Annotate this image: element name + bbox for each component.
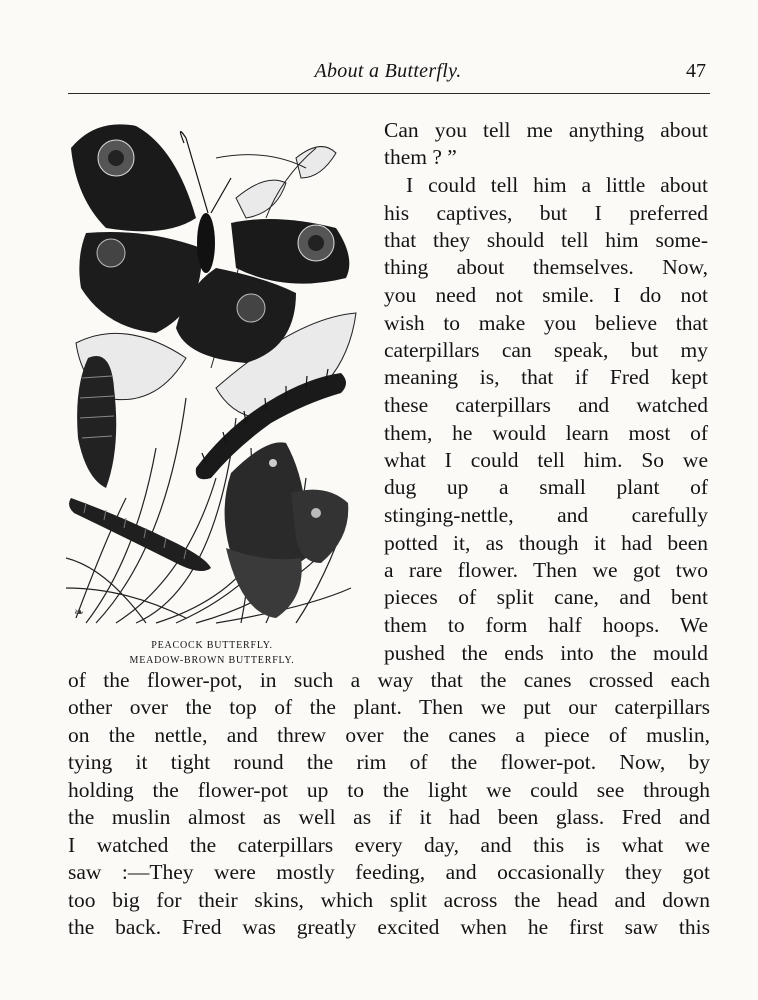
text-line: that they should tell him some- [384, 228, 708, 252]
text-line: these caterpillars and watched [384, 393, 708, 417]
text-line: of the flower-pot, in such a way that the canes crossed each [68, 668, 710, 692]
text-line: them ? ” [384, 145, 457, 169]
text-line: other over the top of the plant. Then we put our caterpillars [68, 695, 710, 719]
running-title: About a Butterfly. [314, 60, 462, 82]
text-line: thing about themselves. Now, [384, 255, 708, 279]
text-line: dug up a small plant of [384, 475, 708, 499]
text-line: saw :—They were mostly feeding, and occasionally they got [68, 860, 710, 884]
text-line: I could tell him a little about [406, 173, 708, 197]
text-line: a rare flower. Then we got two [384, 558, 708, 582]
text-line: stinging-nettle, and carefully [384, 503, 708, 527]
text-line: Can you tell me anything about [384, 118, 708, 142]
header-rule [68, 93, 710, 94]
text-line: them, he would learn most of [384, 421, 708, 445]
text-line: caterpillars can speak, but my [384, 338, 708, 362]
text-line: his captives, but I preferred [384, 201, 708, 225]
text-line: pushed the ends into the mould [384, 641, 708, 665]
chrysalis [77, 356, 116, 488]
text-line: the back. Fred was greatly excited when he first saw this [68, 915, 710, 939]
text-line: too big for their skins, which split across the head and down [68, 888, 710, 912]
page-header [68, 58, 708, 90]
butterfly-illustration [66, 118, 358, 638]
text-line: you need not smile. I do not [384, 283, 708, 307]
text-line: tying it tight round the rim of the flower-pot. Now, by [68, 750, 710, 774]
text-line: the muslin almost as well as if it had been glass. Fred and [68, 805, 710, 829]
svg-text:❧: ❧ [74, 605, 85, 619]
text-line: holding the flower-pot up to the light we could see through [68, 778, 710, 802]
figure-caption [66, 638, 358, 668]
caption-line: PEACOCK BUTTERFLY. [151, 640, 273, 651]
text-line: pieces of split cane, and bent [384, 585, 708, 609]
text-line: potted it, as though it had been [384, 531, 708, 555]
text-line: I watched the caterpillars every day, and this is what we [68, 833, 710, 857]
text-line: what I could tell him. So we [384, 448, 708, 472]
text-line: wish to make you believe that [384, 311, 708, 335]
text-line: meaning is, that if Fred kept [384, 365, 708, 389]
page-number: 47 [686, 60, 706, 82]
text-line: them to form half hoops. We [384, 613, 708, 637]
caption-line: MEADOW-BROWN BUTTERFLY. [129, 655, 295, 666]
meadow-brown-butterfly [225, 442, 349, 618]
text-line: on the nettle, and threw over the canes a piece of muslin, [68, 723, 710, 747]
